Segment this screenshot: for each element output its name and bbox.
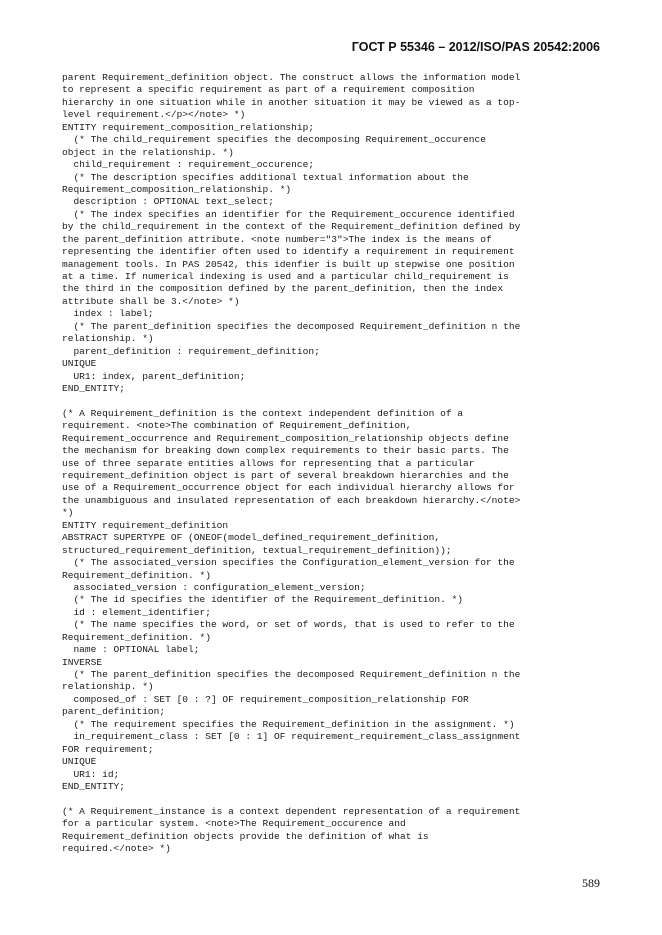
code-line: *) — [62, 507, 74, 519]
code-line: index : label; — [62, 308, 154, 320]
code-line: relationship. *) — [62, 681, 154, 693]
code-line: (* The associated_version specifies the Configuration_element_version for the — [62, 557, 515, 569]
code-line: use of three separate entities allows for representing that a particular — [62, 457, 475, 469]
code-line: FOR requirement; — [62, 743, 154, 755]
code-line: Requirement_definition. *) — [62, 569, 211, 581]
schema-listing — [62, 72, 602, 856]
code-line: at a time. If numerical indexing is used and a particular child_requirement is — [62, 271, 509, 282]
code-line: description : OPTIONAL text_select; — [62, 196, 274, 208]
code-line: use of a Requirement_occurrence object for each individual hierarchy allows for — [62, 482, 515, 494]
code-line: requirement_definition object is part of several breakdown hierarchies and the — [62, 470, 509, 481]
code-line: by the child_requirement in the context of the Requirement_definition defined by — [62, 221, 521, 233]
code-line: ENTITY requirement_composition_relationship; — [62, 121, 315, 133]
block-separator — [62, 793, 602, 805]
page-number: 589 — [582, 876, 600, 890]
code-line: (* A Requirement_instance is a context dependent representation of a requirement — [62, 805, 521, 817]
code-line: level requirement.</p></note> *) — [62, 109, 246, 121]
code-line: Requirement_composition_relationship. *) — [62, 183, 292, 195]
code-line: child_requirement : requirement_occurence; — [62, 159, 315, 171]
block-separator — [62, 395, 602, 407]
code-line: in_requirement_class : SET [0 : 1] OF requirement_requirement_class_assignment — [62, 731, 521, 743]
code-line: hierarchy in one situation while in another situation it may be viewed as a top- — [62, 96, 521, 108]
code-line: the unambiguous and insulated representation of each breakdown hierarchy.</note> — [62, 494, 521, 506]
code-line: to represent a specific requirement as part of a requirement composition — [62, 84, 475, 96]
code-line: the parent_definition attribute. <note number="3">The index is the means of — [62, 233, 492, 245]
code-line: END_ENTITY; — [62, 382, 126, 394]
code-line: representing the identifier often used to identify a requirement in requirement — [62, 246, 515, 258]
code-line: UR1: index, parent_definition; — [62, 370, 246, 382]
code-line: (* The name specifies the word, or set of words, that is used to refer to the — [62, 619, 515, 631]
code-line: (* The parent_definition specifies the decomposed Requirement_definition n the — [62, 320, 521, 332]
code-line: ENTITY requirement_definition — [62, 519, 229, 531]
code-line: Requirement_definition. *) — [62, 631, 211, 643]
code-line: ABSTRACT SUPERTYPE OF (ONEOF(model_defined_requirement_definition, — [62, 532, 441, 544]
code-line: END_ENTITY; — [62, 780, 126, 792]
code-line: management tools. In PAS 20542, this idenfier is built up stepwise one position — [62, 258, 515, 270]
code-line: name : OPTIONAL label; — [62, 644, 200, 656]
code-line: INVERSE — [62, 656, 103, 668]
code-line: (* The child_requirement specifies the decomposing Requirement_occurence — [62, 134, 486, 146]
code-line: UR1: id; — [62, 768, 120, 780]
code-line: required.</note> *) — [62, 843, 171, 855]
code-line: attribute shall be 3.</note> *) — [62, 295, 240, 307]
code-line: for a particular system. <note>The Requirement_occurence and — [62, 818, 406, 830]
code-line: object in the relationship. *) — [62, 146, 234, 158]
code-line: Requirement_occurrence and Requirement_composition_relationship objects define — [62, 432, 509, 444]
code-line: Requirement_definition objects provide the definition of what is — [62, 830, 429, 842]
code-line: (* The id specifies the identifier of the Requirement_definition. *) — [62, 594, 464, 606]
code-line: parent_definition : requirement_definition; — [62, 345, 320, 357]
code-line: (* The description specifies additional textual information about the — [62, 171, 469, 183]
code-line: structured_requirement_definition, textual_requirement_definition)); — [62, 544, 452, 556]
code-line: the third in the composition defined by the parent_definition, then the index — [62, 283, 504, 295]
code-line: the mechanism for breaking down complex requirements to their basic parts. The — [62, 445, 509, 457]
code-line: parent Requirement_definition object. The construct allows the information model — [62, 72, 521, 83]
code-line: UNIQUE — [62, 756, 97, 768]
code-line: (* The index specifies an identifier for the Requirement_occurence identified — [62, 208, 515, 220]
code-line: composed_of : SET [0 : ?] OF requirement_composition_relationship FOR — [62, 693, 469, 705]
code-line: associated_version : configuration_element_version; — [62, 581, 366, 593]
code-line: id : element_identifier; — [62, 606, 211, 618]
code-line: parent_definition; — [62, 706, 166, 718]
code-line: (* The parent_definition specifies the decomposed Requirement_definition n the — [62, 669, 521, 680]
page-header: ГОСТ Р 55346 – 2012/ISO/PAS 20542:2006 — [351, 40, 600, 54]
code-line: (* A Requirement_definition is the context independent definition of a — [62, 407, 464, 419]
code-line: requirement. <note>The combination of Requirement_definition, — [62, 420, 412, 432]
code-line: UNIQUE — [62, 358, 97, 370]
code-line: relationship. *) — [62, 333, 154, 345]
code-line: (* The requirement specifies the Requirement_definition in the assignment. *) — [62, 718, 515, 730]
